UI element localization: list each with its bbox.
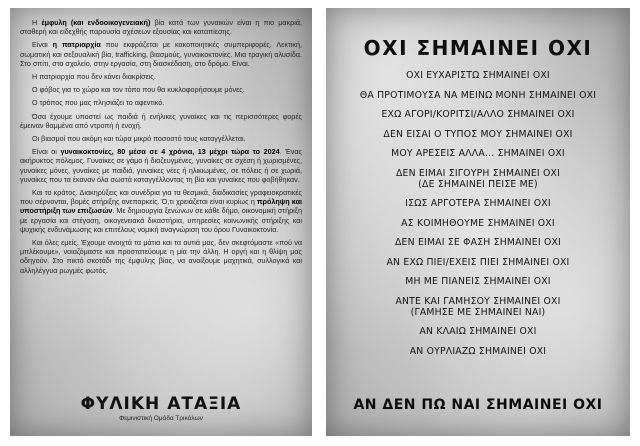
slogan-text: ΑΝ ΟΥΡΛΙΑΖΩ ΣΗΜΑΙΝΕΙ ΟΧΙ <box>409 345 547 357</box>
slogan-text: ΑΝ ΚΛΑΙΩ ΣΗΜΑΙΝΕΙ ΟΧΙ <box>419 326 537 337</box>
slogan-line <box>326 218 630 229</box>
paragraph-emphasis: η πατριαρχία <box>52 40 101 50</box>
paragraph-emphasis: γυναικοκτονίες, 80 μέσα σε 4 χρόνια, 13 μέχρι τώρα το 2024 <box>60 147 280 157</box>
slogan-text: ΘΑ ΠΡΟΤΙΜΟΥΣΑ ΝΑ ΜΕΙΝΩ ΜΟΝΗ ΣΗΜΑΙΝΕΙ ΟΧΙ <box>359 89 597 101</box>
paragraph-text: Ο τρόπος που μας πλησιάζει το αφεντικό. <box>32 98 165 108</box>
slogan-line <box>326 109 630 120</box>
slogan-text: ΜΟΥ ΑΡΕΣΕΙΣ ΑΛΛΑ... ΣΗΜΑΙΝΕΙ ΟΧΙ <box>391 148 565 159</box>
slogan-line <box>326 148 630 159</box>
group-name: ΦΥΛΙΚΗ ΑΤΑΞΙΑ <box>80 394 242 414</box>
slogan-line <box>326 296 630 318</box>
slogan-text: ΔΕΝ ΕΙΣΑΙ Ο ΤΥΠΟΣ ΜΟΥ ΣΗΜΑΙΝΕΙ ΟΧΙ <box>383 128 573 140</box>
slogan-line <box>326 326 630 337</box>
slogan-line <box>326 346 630 357</box>
slogan-note: (ΓΑΜΗΣΕ ΜΕ ΣΗΜΑΙΝΕΙ ΝΑΙ) <box>410 306 546 318</box>
slogan-line <box>326 168 630 190</box>
paragraph <box>20 112 302 130</box>
slogan-text: ΜΗ ΜΕ ΠΙΑΝΕΙΣ ΣΗΜΑΙΝΕΙ ΟΧΙ <box>405 276 551 287</box>
paragraph-text: Είναι οι <box>32 147 61 157</box>
slogan-text: ΑΝΤΕ ΚΑΙ ΓΑΜΗΣΟΥ ΣΗΜΑΙΝΕΙ ΟΧΙ <box>395 295 561 307</box>
paragraph <box>20 85 302 94</box>
right-page <box>326 8 630 436</box>
paragraph <box>20 98 302 107</box>
paragraph-text: Είναι <box>32 40 53 50</box>
slogan-text: ΟΧΙ ΕΥΧΑΡΙΣΤΩ ΣΗΜΑΙΝΕΙ ΟΧΙ <box>406 70 550 81</box>
slogan-line <box>326 237 630 248</box>
paragraph-text: Και όλες εμείς. Έχουμε ανοιχτά τα μάτια και τα αυτιά μας, δεν σκεφτόμαστε «πού να μπλέκουμε», νοιαζόμαστε και προστατεύουμε η μία την άλλη. Η οργή και η θλίψη μας οδηγούν. Στο πικτό σκοτάδι της έμφυλης βίας, να ανοίξουμε μαχητικά, συλλογικά και αλληλέγγυα ρωγμές φωτός. <box>20 238 302 275</box>
signature <box>10 394 312 422</box>
paragraph <box>20 238 302 275</box>
paragraph-text: Η πατριαρχία που δεν κάνει διακρίσεις. <box>32 72 156 82</box>
paragraph <box>20 147 302 184</box>
slogan-text: ΑΝ ΕΧΩ ΠΙΕΙ/ΕΧΕΙΣ ΠΙΕΙ ΣΗΜΑΙΝΕΙ ΟΧΙ <box>386 256 570 268</box>
paragraph-text: Ο φόβος για το χώρο και τον τόπο που θα κυκλοφορήσουμε μόνες. <box>32 85 245 95</box>
group-subtitle: Φεμινιστική Ομάδα Τρικάλων <box>119 415 203 422</box>
slogan-text: ΕΧΩ ΑΓΟΡΙ/ΚΟΡΙΤΣΙ/ΑΛΛΟ ΣΗΜΑΙΝΕΙ ΟΧΙ <box>381 109 575 120</box>
paragraph-emphasis: πρόληψη και υποστήριξη των επιζωσών <box>20 197 302 216</box>
closing-slogan: ΑΝ ΔΕΝ ΠΩ ΝΑΙ ΣΗΜΑΙΝΕΙ ΟΧΙ <box>353 397 603 413</box>
slogan-text: ΔΕΝ ΕΙΜΑΙ ΣΙΓΟΥΡΗ ΣΗΜΑΙΝΕΙ ΟΧΙ <box>395 167 561 179</box>
paragraph-text: Όσα έχουμε υποστεί ως παιδιά ή ενήλικες γυναίκες και τις περισσότερες φορές έμειναν θαμμένα από ντροπή ή ενοχή. <box>20 111 302 130</box>
slogan-line <box>326 198 630 209</box>
slogan-line <box>326 276 630 287</box>
paragraph-emphasis: έμφυλη (και ενδοοικογενειακή) <box>41 18 151 27</box>
paragraph-text: Η <box>32 18 42 27</box>
paragraph-text: . Με δημιουργία ξενώνων σε κάθε δήμο, οικονομική στήριξη με εργασία και στέγαση, οικογενειακά δικαστήρια, υπηρεσίες κοινωνικής στήριξης και ψυχικής ενδυνάμωσης και επιτέλους νομική αναγνώριση του όρου Γυναικοκτονία. <box>20 206 302 234</box>
paragraph <box>20 72 302 81</box>
paragraph <box>20 134 302 143</box>
paragraph <box>20 40 302 68</box>
slogan-text: ΔΕΝ ΕΙΜΑΙ ΣΕ ΦΑΣΗ ΣΗΜΑΙΝΕΙ ΟΧΙ <box>395 237 561 248</box>
slogan-line <box>326 70 630 81</box>
slogan-text: ΙΣΩΣ ΑΡΓΟΤΕΡΑ ΣΗΜΑΙΝΕΙ ΟΧΙ <box>405 198 551 209</box>
page-title: ΟΧΙ ΣΗΜΑΙΝΕΙ ΟΧΙ <box>363 36 593 60</box>
slogan-text: ΑΣ ΚΟΙΜΗΘΟΥΜΕ ΣΗΜΑΙΝΕΙ ΟΧΙ <box>401 217 555 229</box>
paragraph-text: Και το κράτος. Διακηρύξεις και συνέδρια για τα θεσμικά, διαδικασίες γραφειοκρατικές που σέρνονται, βομές στήριξης ανεπαρκείς. Ό,τι χρειάζεται είναι κυρίως η <box>20 188 302 207</box>
paragraph-text: Οι βιασμοί που ακόμη και τώρα μικρό ποσοστό τους καταγγέλλεται. <box>32 134 246 144</box>
paragraph-text: βία κατά των γυναικών είναι η πιο μακριά, σταθερή και ειδεχθής παρουσία σχέσεων εξουσίας και καταπίεσης. <box>20 18 303 37</box>
slogan-line <box>326 90 630 101</box>
paragraph <box>20 188 302 234</box>
paragraph-text: που εκφράζεται με κακοποιητικές συμπεριφορές. Λεκτική, σωματική και σεξουαλική βία, trafficking, βιασμούς, γυναικοκτονίες. Μια τραγική αλυσίδα. Στο σπίτι, στο σχολείο, στην εργασία, στη διασκέδαση, στο δρόμο. Είναι. <box>20 40 303 68</box>
paragraph <box>20 18 302 36</box>
left-page <box>10 8 312 436</box>
slogan-note: (ΔΕ ΣΗΜΑΙΝΕΙ ΠΕΙΣΕ ΜΕ) <box>418 178 538 190</box>
slogan-line <box>326 257 630 268</box>
slogan-line <box>326 129 630 140</box>
body-text <box>20 18 302 279</box>
paragraph-text: . Ένας ακήρυκτος πόλεμος. Γυναίκες σε γάμο ή διαζευγμένες, γυναίκες σε σχέση ή χωρισμένες, γυναίκες μόνες, γυναίκες με παιδιά, γυναίκες νέες ή ηλικιωμένες, σε πόλεις ή σε χωριά, γυναίκες που τα έκαναν όλα σωστά καταγγέλλοντας τη βία και γυναίκες που φοβήθηκαν. <box>20 147 303 184</box>
phrase-list <box>326 70 630 365</box>
